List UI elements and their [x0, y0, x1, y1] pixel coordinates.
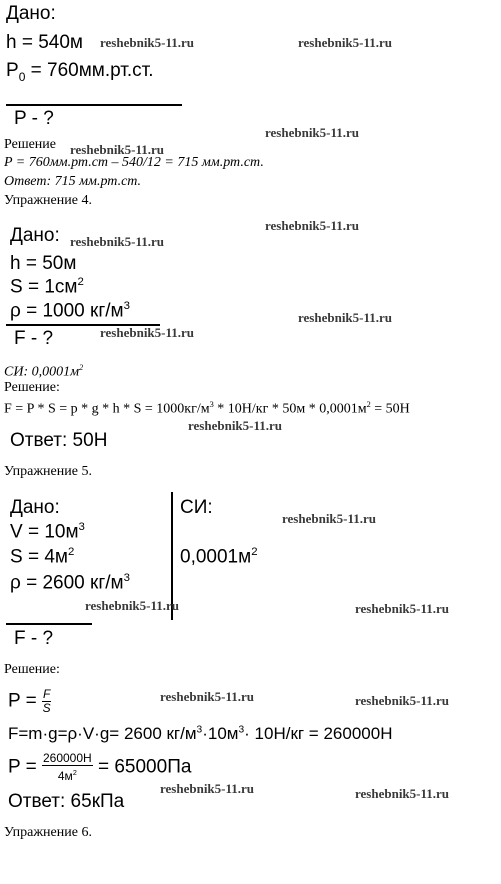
ex4-si: СИ: $0,0001м^2$ [4, 363, 84, 380]
watermark: reshebnik5-11.ru [265, 125, 360, 140]
ex4-height: h = 50м [10, 253, 77, 274]
ex3-solution-formula: P = 760мм.рт.ст – 540/12 = 715 мм.рт.ст. [4, 155, 264, 170]
watermark: reshebnik5-11.ru [265, 218, 360, 233]
watermark: reshebnik5-11.ru [355, 693, 450, 708]
ex5-area: $S = 4м^2$ [10, 546, 75, 568]
ex5-answer: Ответ: 65кПа [8, 791, 125, 812]
watermark: reshebnik5-11.ru [100, 325, 195, 340]
ex4-solution-label: Решение: [4, 380, 60, 395]
watermark: reshebnik5-11.ru [355, 601, 450, 616]
watermark: reshebnik5-11.ru [282, 511, 377, 526]
ex4-answer: Ответ: 50Н [10, 430, 108, 451]
ex3-given-label: Дано: [6, 3, 56, 24]
ex4-title: Упражнение 4. [4, 193, 92, 208]
ex4-density: ρ = 1000 $кг/м^3$ [10, 300, 130, 322]
ex5-pressure-formula: P = $\frac{F}{S}$ [8, 687, 51, 715]
ex4-given-label: Дано: [10, 225, 60, 246]
ex4-solution-formula: $F = P * S = p * g * h * S = 1000кг/м^3 * 10Н/кг * 50м * 0,0001м^2 = 50Н$ [4, 400, 410, 417]
watermark: reshebnik5-11.ru [70, 142, 165, 157]
watermark: reshebnik5-11.ru [160, 689, 255, 704]
ex3-answer: Ответ: 715 мм.рт.ст. [4, 174, 142, 189]
ex5-solution-label: Решение: [4, 662, 60, 677]
watermark: reshebnik5-11.ru [355, 786, 450, 801]
ex3-pressure0: $P_0 = 760мм.рт.ст$. [6, 60, 154, 84]
ex5-title: Упражнение 5. [4, 464, 92, 479]
watermark: reshebnik5-11.ru [298, 35, 393, 50]
ex6-title: Упражнение 6. [4, 825, 92, 840]
ex3-given-divider [6, 104, 182, 106]
ex3-find: P - ? [14, 108, 54, 129]
ex3-solution-label: Решение [4, 137, 57, 152]
ex5-density: ρ = 2600 $кг/м^3$ [10, 572, 130, 594]
ex3-height: h = 540м [6, 32, 83, 53]
ex5-given-divider [6, 623, 92, 625]
ex5-pressure-result: P = $\frac{260000Н}{4м^2}$ = 65000Па [8, 751, 192, 783]
watermark: reshebnik5-11.ru [188, 418, 283, 433]
ex5-volume: $V = 10м^3$ [10, 521, 85, 543]
ex5-si-value: $0,0001м^2$ [180, 546, 258, 568]
watermark: reshebnik5-11.ru [85, 598, 180, 613]
watermark: reshebnik5-11.ru [100, 35, 195, 50]
ex5-force-formula: F=m·g=ρ·V·g= 2600 $кг/м^3\cdot 10м^3\cdot 10Н/кг = 260000Н$ [8, 724, 393, 743]
ex5-si-label: СИ: [180, 497, 213, 518]
watermark: reshebnik5-11.ru [70, 234, 165, 249]
watermark: reshebnik5-11.ru [298, 310, 393, 325]
ex4-area: $S = 1см^2$ [10, 276, 84, 298]
ex5-find: F - ? [14, 628, 54, 649]
ex4-find: F - ? [14, 328, 54, 349]
ex5-given-label: Дано: [10, 497, 60, 518]
watermark: reshebnik5-11.ru [160, 781, 255, 796]
